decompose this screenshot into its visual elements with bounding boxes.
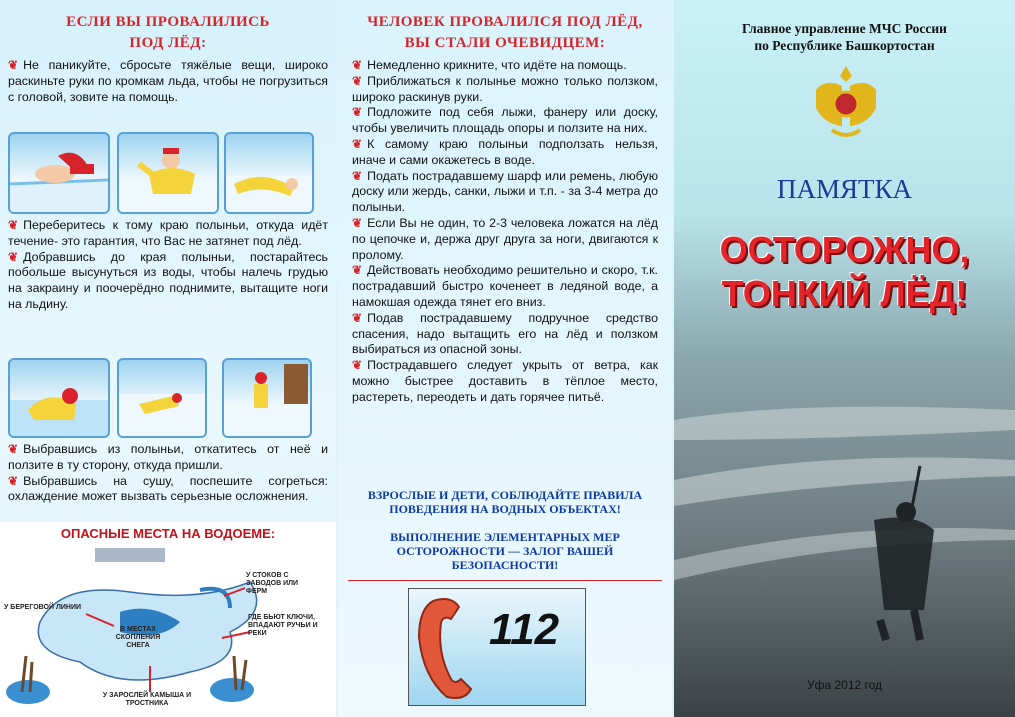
middle-title-line1: ЧЕЛОВЕК ПРОВАЛИЛСЯ ПОД ЛЁД, — [367, 14, 643, 30]
bullet-icon: ❦ — [8, 442, 19, 456]
emergency-phone-box — [408, 588, 586, 706]
cover-footer: Уфа 2012 год — [806, 678, 883, 692]
instruction-item: ❦ Пострадавшего следует укрыть от ветра, как можно быстрее доставить в тёплое место, растереть, переодеть и дать горячее питьё. — [352, 358, 658, 404]
bullet-icon: ❦ — [8, 58, 19, 72]
organization-name: Главное управление МЧС России по Республике Башкортостан — [742, 21, 947, 53]
emblem-icon — [812, 60, 880, 142]
illustration-person-in-water — [8, 132, 110, 214]
map-label-snow: В МЕСТАХ СКОПЛЕНИЯ СНЕГА — [115, 626, 161, 649]
instruction-item: ❦ Если Вы не один, то 2-3 человека ложатся на лёд по цепочке и, держа друг друга за ноги, двигаются к пролому. — [352, 215, 658, 262]
bullet-icon: ❦ — [8, 473, 19, 488]
rescue-instructions-list — [352, 58, 658, 406]
instruction-item: ❦ Действовать необходимо решительно и скоро, т.к. пострадавший быстро коченеет в ледяной воде, а намокшая одежда тянет его вниз. — [352, 263, 658, 309]
illustration-walking-ashore — [222, 358, 312, 438]
safety-rules-note: ВЗРОСЛЫЕ И ДЕТИ, СОБЛЮДАЙТЕ ПРАВИЛА ПОВЕДЕНИЯ НА ВОДНЫХ ОБЪЕКТАХ! — [367, 488, 643, 516]
bullet-icon: ❦ — [8, 249, 19, 264]
emergency-number: 112 — [489, 605, 560, 654]
instruction-item: ❦ Приближаться к полынье можно только ползком, широко раскинув руки. — [352, 73, 658, 104]
map-label-factories: У СТОКОВ С ЗАВОДОВ ИЛИ ФЕРМ — [246, 572, 299, 595]
bullet-icon: ❦ — [352, 310, 363, 325]
instruction-item: ❦ Подать пострадавшему шарф или ремень, любую доску или жердь, санки, лыжи и т.п. - за 3-4 метра до полыньи. — [352, 168, 658, 215]
illustration-rolling-away — [117, 358, 207, 438]
phone-handset-icon — [413, 593, 493, 701]
danger-map — [0, 522, 336, 717]
middle-panel — [338, 0, 672, 717]
bullet-icon: ❦ — [352, 215, 363, 230]
left-panel — [0, 0, 336, 717]
illustration-arms-spread — [117, 132, 219, 214]
bullet-icon: ❦ — [352, 263, 363, 278]
map-label-shore: У БЕРЕГОВОЙ ЛИНИИ — [4, 604, 82, 611]
map-label-springs: ГДЕ БЬЮТ КЛЮЧИ, ВПАДАЮТ РУЧЬИ И РЕКИ — [248, 614, 318, 637]
warning-title: ОСТОРОЖНО, ТОНКИЙ ЛЁД! — [719, 229, 970, 314]
caution-note: ВЫПОЛНЕНИЕ ЭЛЕМЕНТАРНЫХ МЕР ОСТОРОЖНОСТИ — ЗАЛОГ ВАШЕЙ БЕЗОПАСНОСТИ! — [390, 530, 620, 572]
instruction-item: ❦ Немедленно крикните, что идёте на помощь. — [352, 58, 627, 72]
bullet-icon: ❦ — [352, 168, 363, 183]
instruction-item: ❦ Подав пострадавшему подручное средство спасения, надо вытащить его на лёд и ползком выбираться из опасной зоны. — [352, 310, 658, 357]
left-paragraph-4: ❦ Выбравшись из полыньи, откатитесь от неё и ползите в ту сторону, откуда пришли. — [8, 442, 328, 472]
bullet-icon: ❦ — [352, 105, 363, 120]
instruction-item: ❦ Подложите под себя лыжи, фанеру или доску, чтобы увеличить площадь опоры и ползите на них. — [352, 105, 658, 136]
divider — [348, 580, 662, 581]
illustration-crawling-out — [224, 132, 314, 214]
map-title: ОПАСНЫЕ МЕСТА НА ВОДОЕМЕ: — [60, 526, 276, 541]
bullet-icon: ❦ — [352, 358, 363, 373]
instruction-item: ❦ К самому краю полыньи подползать нельзя, иначе и сами окажетесь в воде. — [352, 136, 658, 167]
bullet-icon: ❦ — [8, 218, 19, 232]
left-title-line2: ПОД ЛЁД: — [129, 35, 207, 51]
middle-title-line2: ВЫ СТАЛИ ОЧЕВИДЦЕМ: — [404, 35, 606, 51]
bullet-icon: ❦ — [352, 73, 363, 88]
bullet-icon: ❦ — [352, 136, 363, 151]
left-title-line1: ЕСЛИ ВЫ ПРОВАЛИЛИСЬ — [66, 14, 270, 30]
left-paragraph-1: ❦ Не паникуйте, сбросьте тяжёлые вещи, широко раскиньте руки по кромкам льда, чтобы не погрузиться с головой, зовите на помощь. — [8, 58, 328, 104]
bullet-icon: ❦ — [352, 58, 363, 72]
cover-panel — [674, 0, 1015, 717]
left-paragraph-2: ❦ Переберитесь к тому краю полыньи, откуда идёт течение- это гарантия, что Вас не затянет под лёд. — [8, 218, 328, 248]
left-paragraph-3: ❦ Добравшись до края полыньи, постарайтесь побольше высунуться из воды, чтобы налечь грудью на закраину и поочерёдно поднимите, вытащите ноги на льдину. — [8, 249, 328, 311]
illustration-leaning-on-ice — [8, 358, 110, 438]
cover-heading: ПАМЯТКА — [776, 174, 912, 204]
map-label-reeds: У ЗАРОСЛЕЙ КАМЫША И ТРОСТНИКА — [102, 692, 192, 707]
left-paragraph-5: ❦ Выбравшись на сушу, поспешите согреться: охлаждение может вызвать серьезные осложнения. — [8, 473, 328, 504]
